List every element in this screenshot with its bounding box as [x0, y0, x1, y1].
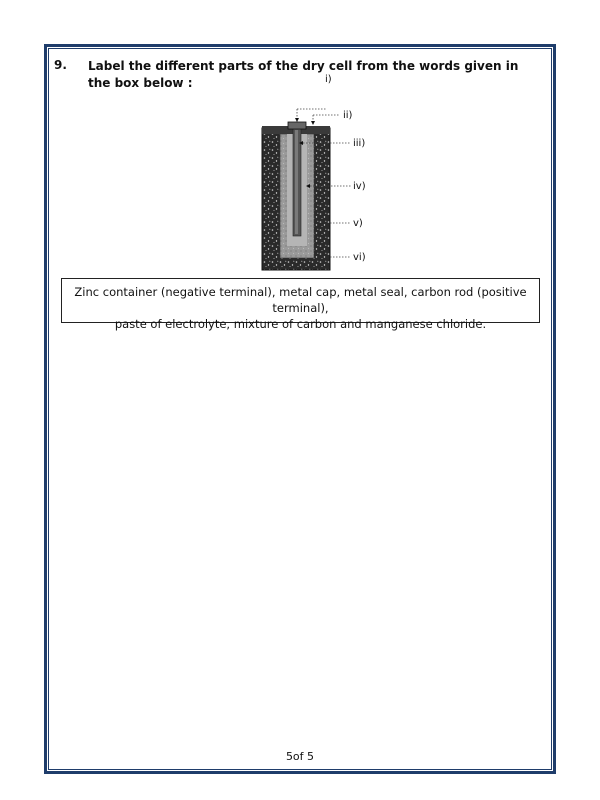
label-i-top: i) [325, 74, 332, 85]
page-number: 5of 5 [285, 750, 315, 763]
label-iii: iii) [353, 138, 366, 149]
label-vi: vi) [353, 252, 366, 263]
label-i-container [320, 70, 350, 86]
metal-cap [288, 122, 306, 129]
dry-cell-diagram [255, 100, 385, 275]
label-v: v) [353, 218, 363, 229]
word-box-line-3: paste of electrolyte, mixture of carbon and manganese chloride. [114, 317, 487, 331]
label-ii: ii) [343, 110, 353, 121]
word-box-line-2: terminal), [272, 301, 329, 315]
question-text: Label the different parts of the dry cell from the words given in the box below : [88, 59, 519, 90]
word-box-line-1: Zinc container (negative terminal), metal cap, metal seal, carbon rod (positive [74, 285, 527, 299]
label-iv: iv) [353, 181, 366, 192]
question-number: 9. [54, 58, 67, 72]
